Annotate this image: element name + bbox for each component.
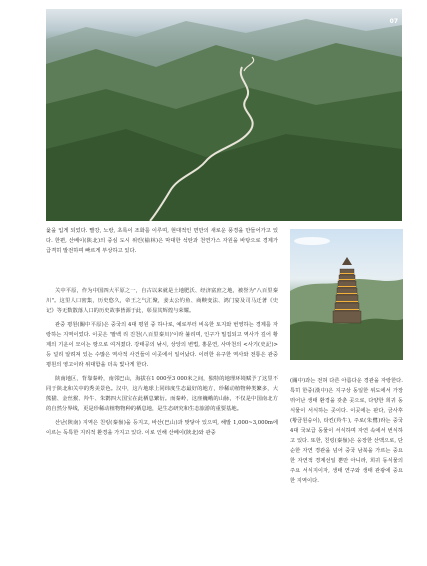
- page-number: 07: [389, 18, 398, 25]
- side-image: [290, 229, 403, 360]
- paragraph-guanzhong-zh: 关中平原，作为中国四大平原之一，自古以来就是土地肥沃、经济富庶之地，被誉为"八百里秦川"。这里人口密集，历史悠久，帝王之气汇聚，姜太公钓鱼、商鞅变法、鸿门宴及司马迁著《史记》等无数散落人口的历史故事皆源于此，彰显其辉煌与荣耀。: [46, 288, 278, 314]
- paragraph-shannan-ko: 산난(陝南) 지역은 친링(秦嶺)을 등지고, 바산(巴山)과 맞닿아 있으며, 해발 1,000~3,000m에 이르는 독특한 지리적 환경을 가지고 있다. 이로 인해 산베이(陝北)와 관중: [46, 420, 278, 436]
- paragraph-shannan-zh: 陕南地区，背靠秦岭，南邻巴山，海拔在1 000至3 000米之间，独特的地理环境赋予了这里不同于陕北和关中的秀美景色。汉中，这片地球上同纬度生态最好的地方，珍稀动植物种类繁多，大熊猫、金丝猴、羚牛、朱鹮四大国宝在此栖息繁衍。而秦岭，这座巍峨的山脉，不仅是中国南北方的自然分界线，更是珍稀动植物物种的栖息地，是生态研究和生态旅游的重要基地。: [46, 376, 278, 412]
- paragraph-shannan-ko-cont: (關中)과는 전혀 다른 아름다운 경관을 자랑한다. 특히 한중(漢中)은 지구상 동일한 위도에서 가장 뛰어난 생태 환경을 갖춘 곳으로, 다양한 희귀 동식물이 서식하는 곳이다. 이곳에는 판다, 금사후(황금원숭이), 타킨(羚牛), 주로(朱鷺)라는 중국 4대 국보급 동물이 서식하며 자연 속에서 번식하고 있다. 또한, 친링(秦嶺)은 웅장한 산맥으로, 단순한 자연 경관을 넘어 중국 남북을 가르는 중요한 자연적 경계선일 뿐만 아니라, 희귀 동식물의 주요 서식지이자, 생태 연구와 생태 관광에 중요한 지역이다.: [290, 378, 403, 484]
- main-column: [46, 286, 278, 442]
- intro-paragraph: 윷을 입게 되었다. 빨강, 노랑, 초록이 조화를 이루며, 현대적인 면만의 새로운 풍경을 만들어가고 있다. 한편, 산베이(陕北)의 중심 도시 위린(榆林)은 막대한 석탄과 천연가스 자원을 바탕으로 경제가 급격히 발전하며 빠르게 부상하고 있다.: [46, 228, 278, 254]
- paragraph-guanzhong-ko: 관중 평원(關中平原)은 중국의 4대 평원 중 하나로, 예로부터 비옥한 토지와 번영하는 경제를 자랑하는 지역이었다. 이곳은 '팔백 리 진천(八百里秦川)'이라 불리며, 인구가 밀집되고 역사가 깊어 황제의 기운이 모이는 땅으로 여겨졌다. 강태공의 낚시, 상앙의 변법, 홍문연, 사마천의 <사기(史記)> 등 널리 알려져 있는 수많은 역사적 사건들이 이곳에서 일어났다. 이러한 유구한 역사와 전통은 관중 평원의 영고이라 위대함을 더욱 빛나게 한다.: [46, 322, 278, 368]
- right-column: [290, 376, 403, 490]
- pagoda-landscape: [290, 229, 403, 360]
- mountain-road-landscape: [46, 9, 402, 221]
- intro-column: [46, 226, 278, 260]
- hero-image: [46, 9, 402, 221]
